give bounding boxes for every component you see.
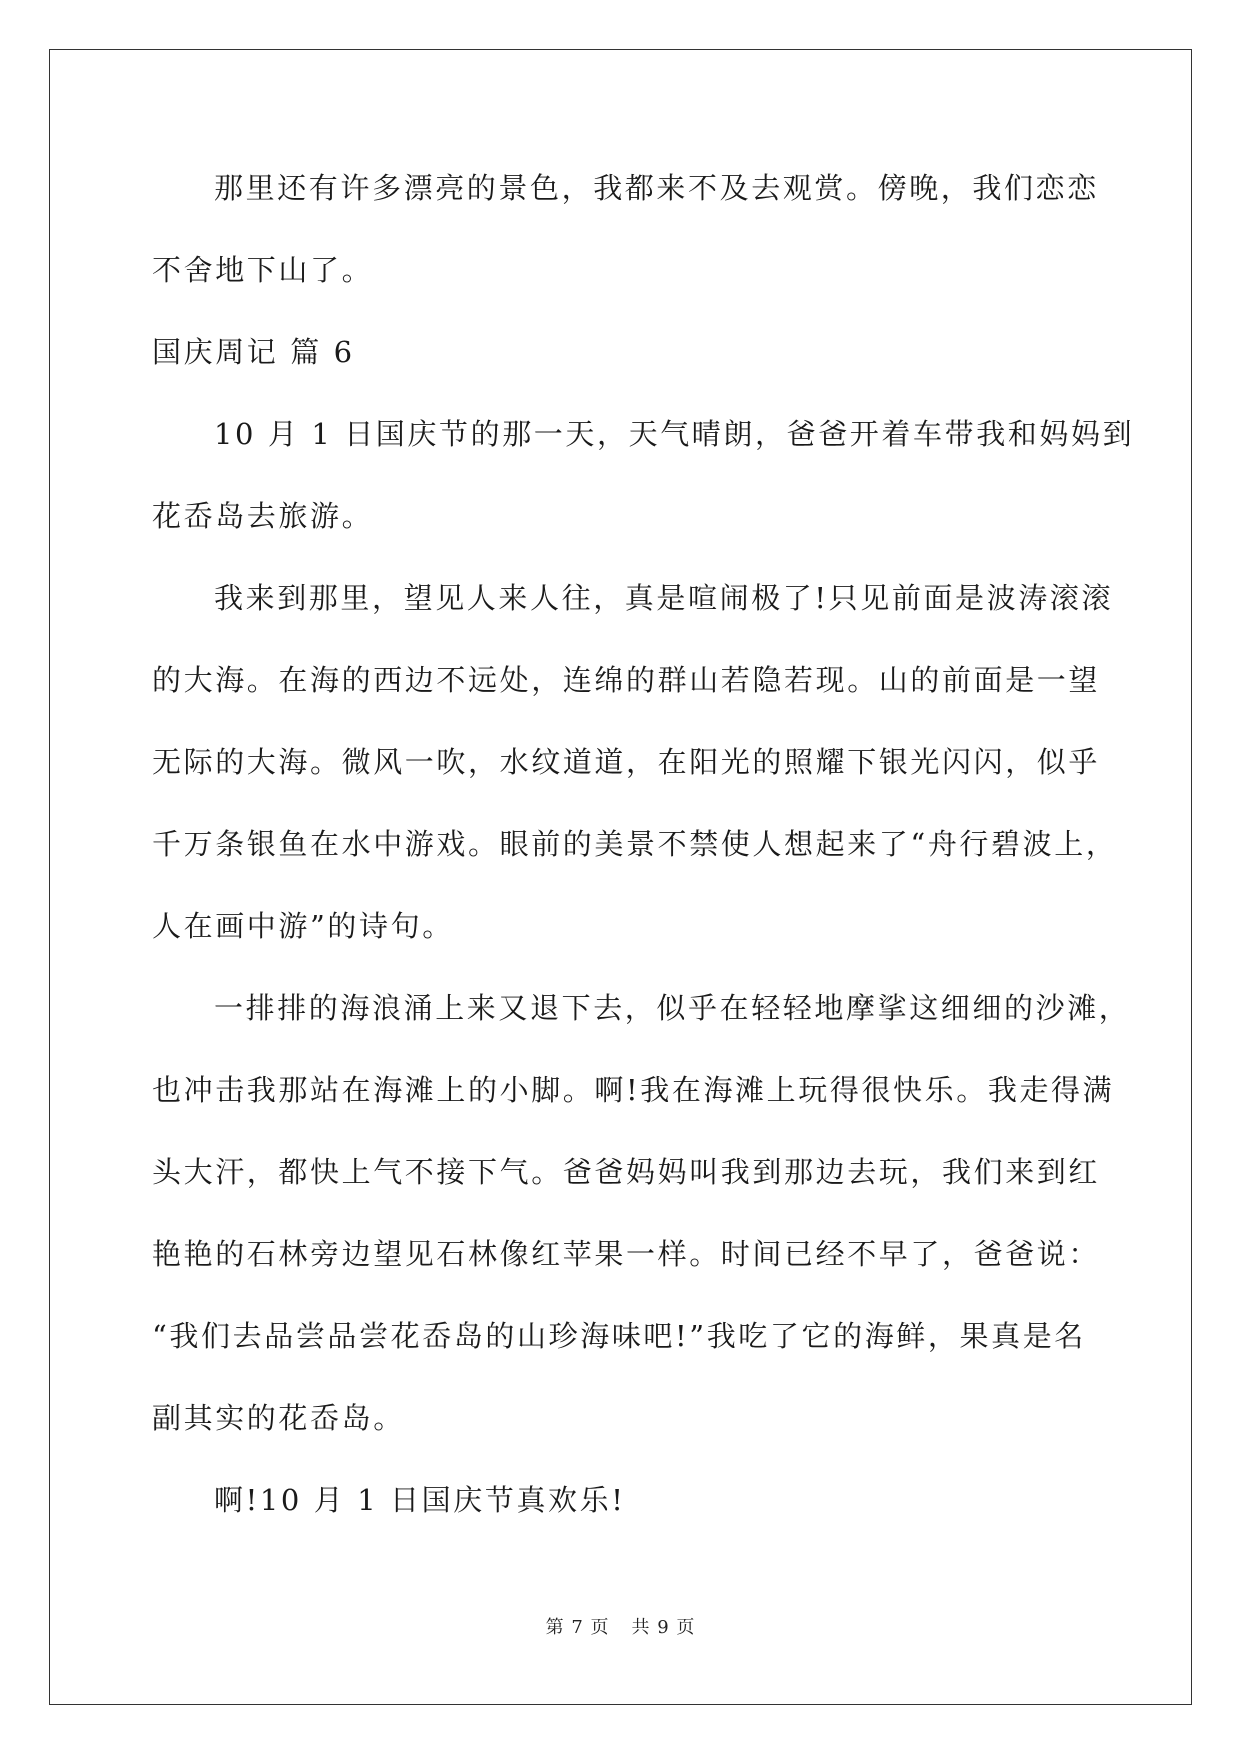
current-page-number: 第 7 页 (545, 1617, 610, 1638)
text-line: “我们去品尝品尝花岙岛的山珍海味吧!”我吃了它的海鲜，果真是名 (152, 1319, 1086, 1353)
paragraph (152, 575, 1118, 985)
document-body (152, 165, 1135, 1559)
paragraph (152, 411, 1135, 575)
page-footer (0, 1613, 1241, 1639)
heading-text: 国庆周记 篇 6 (152, 335, 355, 369)
text-line: 那里还有许多漂亮的景色，我都来不及去观赏。傍晚，我们恋恋 (214, 171, 1099, 205)
text-line: 的大海。在海的西边不远处，连绵的群山若隐若现。山的前面是一望 (152, 663, 1101, 697)
text-line: 啊!10 月 1 日国庆节真欢乐! (214, 1483, 626, 1517)
paragraph (152, 165, 1099, 329)
text-line: 副其实的花岙岛。 (152, 1401, 405, 1435)
text-line: 一排排的海浪涌上来又退下去，似乎在轻轻地摩挲这细细的沙滩， (214, 991, 1131, 1025)
text-line: 花岙岛去旅游。 (152, 499, 374, 533)
text-line: 无际的大海。微风一吹，水纹道道，在阳光的照耀下银光闪闪，似乎 (152, 745, 1101, 779)
paragraph (152, 1477, 1092, 1559)
paragraph (152, 985, 1131, 1477)
section-heading (152, 329, 1092, 411)
text-line: 头大汗，都快上气不接下气。爸爸妈妈叫我到那边去玩，我们来到红 (152, 1155, 1101, 1189)
text-line: 10 月 1 日国庆节的那一天，天气晴朗，爸爸开着车带我和妈妈到 (214, 417, 1135, 451)
text-line: 不舍地下山了。 (152, 253, 374, 287)
total-page-count: 共 9 页 (631, 1617, 696, 1638)
text-line: 也冲击我那站在海滩上的小脚。啊!我在海滩上玩得很快乐。我走得满 (152, 1073, 1115, 1107)
text-line: 我来到那里，望见人来人往，真是喧闹极了!只见前面是波涛滚滚 (214, 581, 1114, 615)
text-line: 千万条银鱼在水中游戏。眼前的美景不禁使人想起来了“舟行碧波上， (152, 827, 1118, 861)
text-line: 人在画中游”的诗句。 (152, 909, 454, 943)
text-line: 艳艳的石林旁边望见石林像红苹果一样。时间已经不早了，爸爸说： (152, 1237, 1101, 1271)
